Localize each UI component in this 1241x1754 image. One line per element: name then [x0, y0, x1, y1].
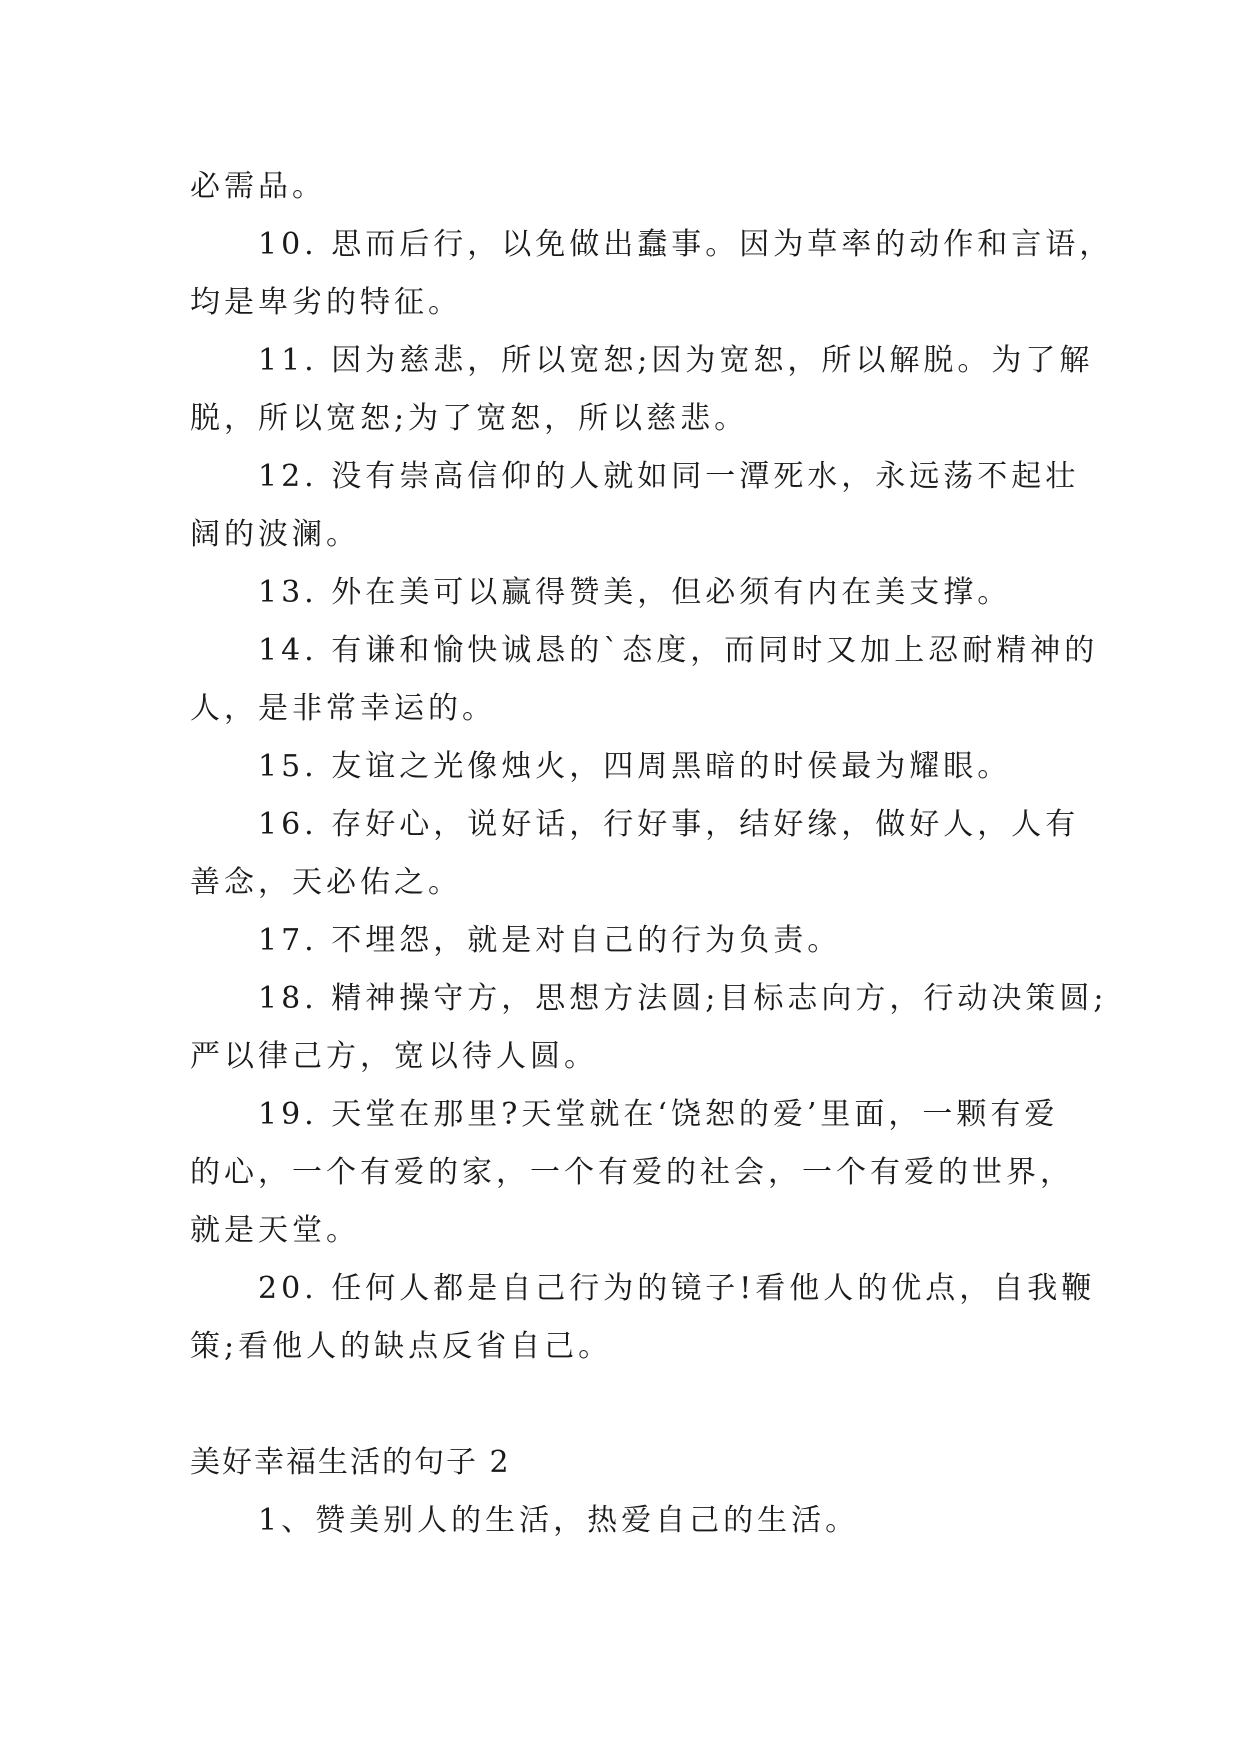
text-line: 1、赞美别人的生活，热爱自己的生活。 — [258, 1503, 860, 1538]
text-line: 人，是非常幸运的。 — [190, 691, 496, 726]
text-line: 12. 没有崇高信仰的人就如同一潭死水，永远荡不起壮 — [258, 459, 1080, 494]
section-1 — [190, 158, 1114, 1376]
text-line: 16. 存好心，说好话，行好事，结好缘，做好人，人有 — [258, 807, 1080, 842]
text-line: 就是天堂。 — [190, 1213, 360, 1248]
text-line: 策;看他人的缺点反省自己。 — [190, 1329, 613, 1364]
text-line: 17. 不埋怨，就是对自己的行为负责。 — [258, 923, 842, 958]
text-line: 13. 外在美可以赢得赞美，但必须有内在美支撑。 — [258, 575, 1012, 610]
text-line: 善念，天必佑之。 — [190, 865, 462, 900]
text-line: 阔的波澜。 — [190, 517, 360, 552]
text-line: 严以律己方，宽以待人圆。 — [190, 1039, 598, 1074]
text-line: 脱，所以宽恕;为了宽恕，所以慈悲。 — [190, 401, 749, 436]
section-heading: 美好幸福生活的句子 2 — [190, 1445, 511, 1480]
document-page — [190, 158, 1114, 1550]
text-line: 的心，一个有爱的家，一个有爱的社会，一个有爱的世界， — [190, 1155, 1074, 1190]
text-line: 必需品。 — [190, 169, 326, 204]
text-line: 14. 有谦和愉快诚恳的`态度，而同时又加上忍耐精神的 — [258, 633, 1099, 668]
text-line: 19. 天堂在那里?天堂就在‘饶恕的爱’里面，一颗有爱 — [258, 1097, 1059, 1132]
section-gap — [190, 1376, 1060, 1434]
text-line: 11. 因为慈悲，所以宽恕;因为宽恕，所以解脱。为了解 — [258, 343, 1094, 378]
text-line: 20. 任何人都是自己行为的镜子!看他人的优点，自我鞭 — [258, 1271, 1096, 1306]
section-2 — [190, 1434, 1060, 1550]
text-line: 18. 精神操守方，思想方法圆;目标志向方，行动决策圆; — [258, 981, 1108, 1016]
text-line: 10. 思而后行，以免做出蠢事。因为草率的动作和言语， — [258, 227, 1114, 262]
text-line: 15. 友谊之光像烛火，四周黑暗的时侯最为耀眼。 — [258, 749, 1012, 784]
text-line: 均是卑劣的特征。 — [190, 285, 462, 320]
